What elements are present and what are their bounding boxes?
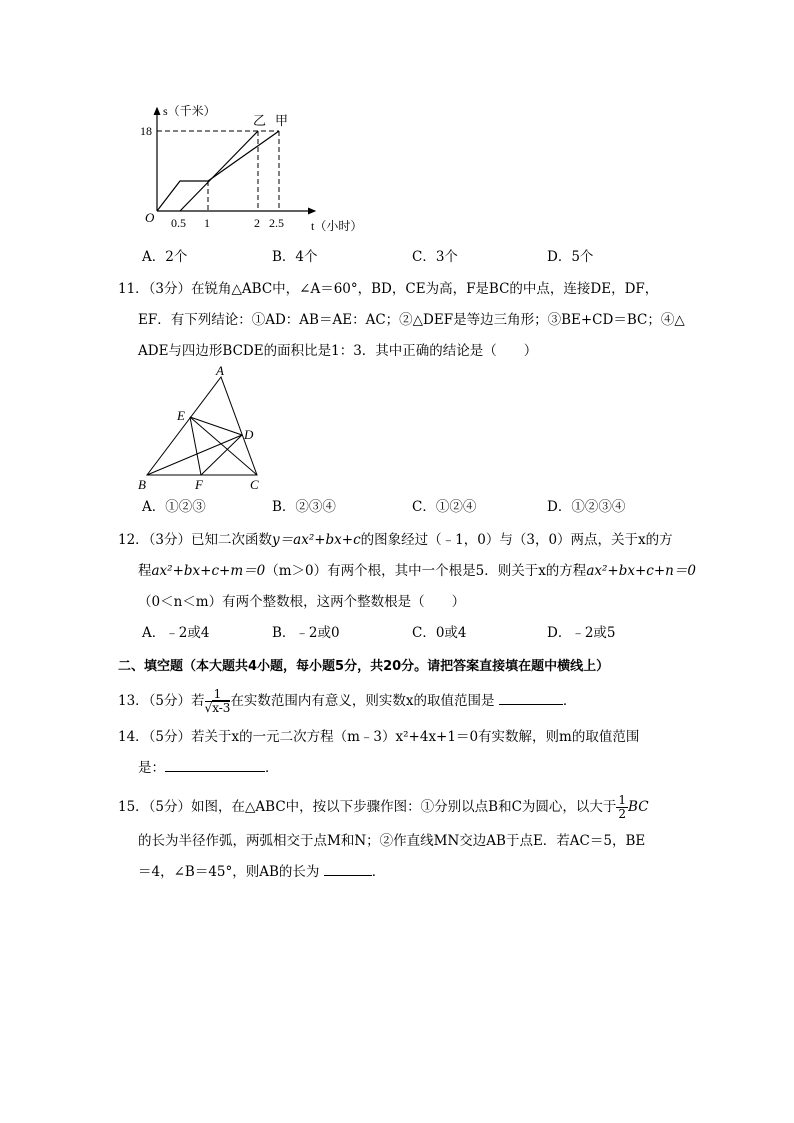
q14-answer-blank[interactable] — [165, 759, 265, 772]
q11-option-d: D．①②③④ — [547, 499, 626, 515]
vertex-f: F — [195, 477, 203, 492]
q11-option-a: A．①②③ — [142, 499, 206, 515]
q12-equation-2: ax²+bx+c+n＝0 — [586, 563, 696, 579]
q12-option-a: A．﹣2或4 — [142, 625, 210, 641]
q11-line2: EF．有下列结论：①AD：AB＝AE：AC；②△DEF是等边三角形；③BE+CD＝BC；④△ — [138, 312, 685, 328]
q14-end: ． — [265, 760, 279, 776]
triangle-figure — [135, 365, 275, 495]
q11-option-c: C．①②④ — [412, 499, 477, 515]
x-tick-2: 2 — [254, 216, 260, 230]
vertex-b: B — [138, 477, 146, 492]
x-tick-1: 1 — [204, 216, 210, 230]
vertex-a: A — [216, 365, 224, 378]
q14-line1: 14．（5分）若关于x的一元二次方程（m﹣3）x²+4x+1＝0有实数解，则m的取值范围 — [118, 729, 640, 745]
q12-line1 — [118, 531, 673, 550]
q13-numerator: 1 — [205, 688, 231, 702]
x-axis-label: t（小时） — [311, 219, 363, 233]
segment-ed — [190, 417, 242, 435]
q15-line2: 的长为半径作弧，两弧相交于点M和N；②作直线MN交边AB于点E．若AC＝5，BE — [138, 833, 646, 849]
q13-fraction — [205, 688, 231, 715]
distance-time-graph — [135, 100, 380, 240]
q13-line — [118, 688, 576, 715]
section-2-heading: 二、填空题（本大题共4小题，每小题5分，共20分。请把答案直接填在题中横线上） — [118, 659, 610, 674]
q15-line1 — [118, 794, 649, 821]
q12-option-d: D．﹣2或5 — [547, 625, 616, 641]
y-tick-18: 18 — [140, 124, 152, 138]
vertex-e: E — [177, 408, 185, 423]
q10-option-a: A．2个 — [142, 249, 188, 265]
q13-end: ． — [562, 693, 577, 709]
vertex-d: D — [244, 427, 254, 442]
segment-ce — [190, 417, 257, 475]
label-yi: 乙 — [253, 113, 267, 128]
q12-line2 — [138, 562, 696, 581]
q12-line1-suffix: 的图象经过（﹣1，0）与（3，0）两点，关于x的方 — [360, 532, 673, 548]
q12-option-b: B．﹣2或0 — [272, 625, 340, 641]
series-jia — [157, 131, 279, 211]
q10-option-c: C．3个 — [412, 249, 458, 265]
segment-df — [201, 435, 242, 475]
q12-line2-prefix: 程 — [138, 563, 152, 579]
q13-radicand: x-3 — [212, 701, 231, 715]
vertex-c: C — [250, 477, 259, 492]
q15-answer-blank[interactable] — [324, 863, 372, 876]
q15-line3-text: ＝4，∠B＝45°，则AB的长为 — [138, 864, 320, 880]
q14-prefix: 是： — [138, 760, 165, 776]
q11-option-b: B．②③④ — [272, 499, 336, 515]
q13-answer-blank[interactable] — [499, 692, 563, 705]
q12-option-c: C．0或4 — [412, 625, 467, 641]
q14-line2 — [138, 759, 279, 778]
q15-frac-num: 1 — [618, 793, 627, 807]
q12-equation-1: ax²+bx+c+m＝0 — [151, 563, 266, 579]
q15-bc: BC — [628, 799, 649, 815]
x-tick-2.5: 2.5 — [269, 216, 284, 230]
q10-option-b: B．4个 — [272, 249, 318, 265]
q15-frac-den: 2 — [618, 807, 627, 821]
q10-option-d: D．5个 — [547, 249, 594, 265]
origin-label: O — [145, 210, 155, 225]
label-jia: 甲 — [275, 113, 289, 128]
x-tick-0.5: 0.5 — [171, 216, 186, 230]
q13-denominator: √x-3 — [204, 701, 231, 715]
q12-line2-mid: （m＞0）有两个根，其中一个根是5．则关于x的方程 — [265, 563, 587, 579]
q11-line1: 11．（3分）在锐角△ABC中，∠A＝60°，BD，CE为高，F是BC的中点，连接DE，DF， — [118, 281, 659, 297]
q11-line3: ADE与四边形BCDE的面积比是1：3．其中正确的结论是（ ） — [138, 343, 538, 359]
q12-function: y＝ax²+bx+c — [272, 532, 361, 548]
q15-line3 — [138, 863, 385, 882]
q15-end: ． — [371, 864, 386, 880]
q12-line1-prefix: 12．（3分）已知二次函数 — [118, 532, 273, 548]
series-yi — [180, 131, 258, 211]
q15-line1-text: 15．（5分）如图，在△ABC中，按以下步骤作图：①分别以点B和C为圆心，以大于 — [118, 799, 617, 815]
q13-prefix: 13．（5分）若 — [118, 693, 205, 709]
q13-suffix: 在实数范围内有意义，则实数x的取值范围是 — [230, 693, 495, 709]
q12-line3: （0＜n＜m）有两个整数根，这两个整数根是（ ） — [138, 594, 466, 610]
y-axis-label: s（千米） — [163, 104, 216, 118]
q15-fraction — [616, 794, 628, 821]
